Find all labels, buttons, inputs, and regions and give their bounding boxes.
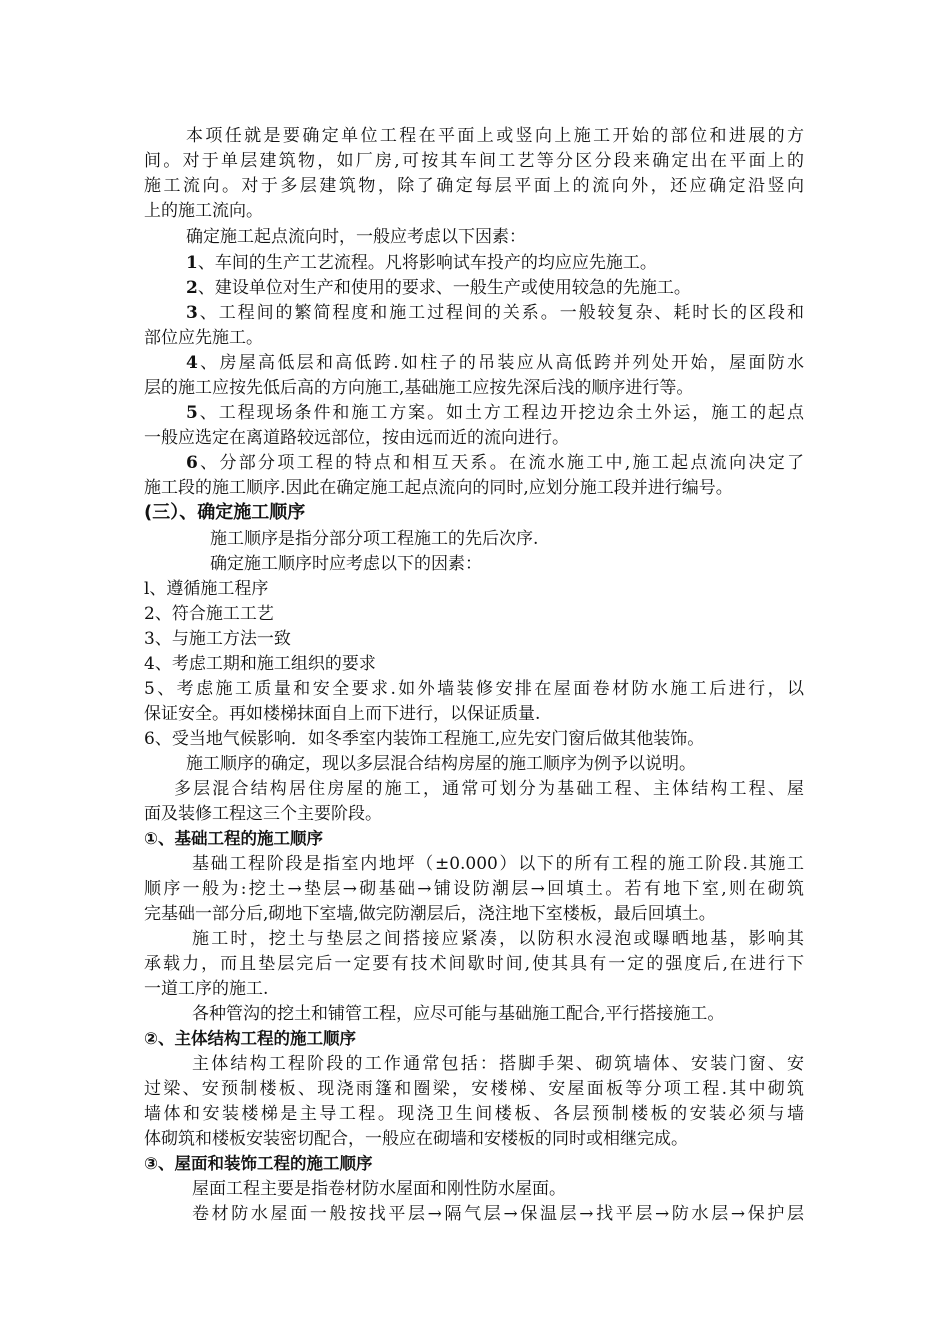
consider-line: 确定施工起点流向时，一般应考虑以下因素： <box>186 227 526 247</box>
factor-4-number: 4 <box>186 353 198 373</box>
foundation-p2-line-1: 施工时，挖土与垫层之间搭接应紧凑，以防积水浸泡或曝晒地基，影响其 <box>192 929 804 949</box>
factor-2-number: 2 <box>186 278 198 298</box>
example-line: 施工顺序的确定，现以多层混合结构房屋的施工顺序为例予以说明。 <box>186 754 696 774</box>
main-p1-line-2: 过梁、安预制楼板、现浇雨篷和圈梁，安楼梯、安屋面板等分项工程.其中砌筑 <box>144 1079 804 1099</box>
factor-3-text: 、工程间的繁简程度和施工过程间的关系。一般较复杂、耗时长的区段和 <box>197 303 804 323</box>
order-item-3: 3、与施工方法一致 <box>144 629 291 649</box>
factor-4-text: 、房屋高低层和高低跨.如柱子的吊装应从高低跨并列处开始，屋面防水 <box>197 353 804 373</box>
main-p1-line-3: 墙体和安装楼梯是主导工程。现浇卫生间楼板、各层预制楼板的安装必须与墙 <box>144 1104 804 1124</box>
foundation-p2-line-2: 承载力，而且垫层完后一定要有技术间歇时间,使其具有一定的强度后,在进行下 <box>144 954 804 974</box>
order-item-6: 6、受当地气候影响．如冬季室内装饰工程施工,应先安门窗后做其他装饰。 <box>144 729 705 749</box>
factor-1-number: 1 <box>186 253 198 273</box>
foundation-p1-line-3: 完基础一部分后,砌地下室墙,做完防潮层后，浇注地下室楼板，最后回填土。 <box>144 904 716 924</box>
factor-5-number: 5 <box>186 403 198 423</box>
main-p1-line-1: 主体结构工程阶段的工作通常包括：搭脚手架、砌筑墙体、安装门窗、安 <box>192 1054 804 1074</box>
intro-line-3: 施工流向。对于多层建筑物，除了确定每层平面上的流向外，还应确定沿竖向 <box>144 176 804 196</box>
factor-6-cont: 施工段的施工顺序.因此在确定施工起点流向的同时,应划分施工段并进行编号。 <box>144 478 733 498</box>
roof-heading: ③、屋面和装饰工程的施工顺序 <box>144 1154 373 1173</box>
factor-1-text: 、车间的生产工艺流程。凡将影响试车投产的均应应先施工。 <box>197 253 657 273</box>
main-structure-heading: ②、主体结构工程的施工顺序 <box>144 1029 356 1048</box>
roof-p1: 屋面工程主要是指卷材防水屋面和刚性防水屋面。 <box>192 1179 566 1199</box>
section-3-p1: 施工顺序是指分部分项工程施工的先后次序. <box>210 529 539 549</box>
factor-2-text: 、建设单位对生产和使用的要求、一般生产或使用较急的先施工。 <box>197 278 691 298</box>
order-item-5-cont: 保证安全。再如楼梯抹面自上而下进行，以保证质量. <box>144 704 541 724</box>
order-item-1: l、遵循施工程序 <box>144 579 269 599</box>
factor-1 <box>186 251 657 275</box>
order-item-4: 4、考虑工期和施工组织的要求 <box>144 654 376 674</box>
factor-2 <box>186 276 691 300</box>
factor-3-cont: 部位应先施工。 <box>144 328 263 348</box>
factor-6-text: 、分部分项工程的特点和相互天系。在流水施工中,施工起点流向决定了 <box>197 453 804 473</box>
order-item-2: 2、符合施工工艺 <box>144 604 274 624</box>
factor-3 <box>186 301 804 325</box>
stages-line-2: 面及装修工程这三个主要阶段。 <box>144 804 382 824</box>
factor-5-cont: 一般应选定在离道路较远部位，按由远而近的流向进行。 <box>144 428 569 448</box>
foundation-p1-line-1: 基础工程阶段是指室内地坪（±0.000）以下的所有工程的施工阶段.其施工 <box>192 854 804 874</box>
factor-5-text: 、工程现场条件和施工方案。如土方工程边开挖边余土外运，施工的起点 <box>197 403 804 423</box>
factor-4-cont: 层的施工应按先低后高的方向施工,基础施工应按先深后浅的顺序进行等。 <box>144 378 694 398</box>
foundation-heading: ①、基础工程的施工顺序 <box>144 829 323 848</box>
factor-5 <box>186 401 804 425</box>
roof-p2: 卷材防水屋面一般按找平层→隔气层→保温层→找平层→防水层→保护层 <box>192 1204 804 1224</box>
factor-4 <box>186 351 804 375</box>
intro-line-2: 间。对于单层建筑物，如厂房,可按其车间工艺等分区分段来确定出在平面上的 <box>144 151 804 171</box>
stages-line-1: 多层混合结构居住房屋的施工，通常可划分为基础工程、主体结构工程、屋 <box>174 779 804 799</box>
foundation-p3: 各种管沟的挖土和铺管工程，应尽可能与基础施工配合,平行搭接施工。 <box>192 1004 725 1024</box>
factor-6 <box>186 451 804 475</box>
order-item-5: 5、考虑施工质量和安全要求.如外墙装修安排在屋面卷材防水施工后进行，以 <box>144 679 804 699</box>
factor-6-number: 6 <box>186 453 198 473</box>
foundation-p2-line-3: 一道工序的施工. <box>144 979 269 999</box>
main-p1-line-4: 体砌筑和楼板安装密切配合，一般应在砌墙和安楼板的同时或相继完成。 <box>144 1129 688 1149</box>
foundation-p1-line-2: 顺序一般为:挖土→垫层→砌基础→铺设防潮层→回填土。若有地下室,则在砌筑 <box>144 879 804 899</box>
section-3-p2: 确定施工顺序时应考虑以下的因素： <box>210 554 482 574</box>
factor-3-number: 3 <box>186 303 198 323</box>
intro-line-1: 本项任就是要确定单位工程在平面上或竖向上施工开始的部位和进展的方 <box>186 126 804 146</box>
intro-line-4: 上的施工流向。 <box>144 201 263 221</box>
section-3-heading: (三）、确定施工顺序 <box>144 502 306 523</box>
